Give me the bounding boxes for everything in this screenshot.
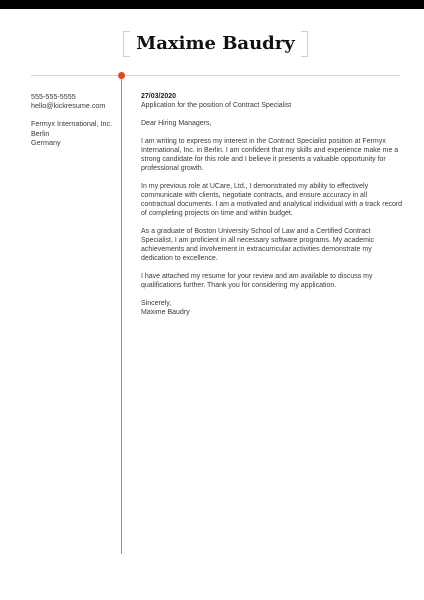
name-header xyxy=(123,31,308,57)
contact-phone: 555-555-5555 xyxy=(31,92,76,101)
letter-paragraph: I am writing to express my interest in the Contract Specialist position at Fermyx International, Inc. in Berlin. I am confident that my skills and experience make me a strong candidate for this role and I believe it presents a valuable opportunity for professional growth. xyxy=(141,138,399,172)
letter-paragraph: I have attached my resume for your review and am available to discuss my qualifications further. Thank you for considering my application. xyxy=(141,273,373,289)
horizontal-divider xyxy=(31,75,400,76)
recipient-city: Berlin xyxy=(31,128,50,138)
accent-dot xyxy=(118,72,125,79)
letter-body xyxy=(141,92,403,317)
letter-signature: Maxime Baudry xyxy=(141,309,190,316)
applicant-name: Maxime Baudry xyxy=(136,33,295,54)
top-bar xyxy=(0,0,424,9)
vertical-accent-line xyxy=(121,76,122,554)
letter-subject: Application for the position of Contract Specialist xyxy=(141,102,292,109)
letter-closing: Sincerely, xyxy=(141,300,172,307)
letter-salutation: Dear Hiring Managers, xyxy=(141,120,212,127)
letter-date: 27/03/2020 xyxy=(141,93,177,100)
contact-email: hello@kickresume.com xyxy=(31,101,106,111)
recipient-country: Germany xyxy=(31,137,61,147)
sidebar xyxy=(31,92,115,147)
recipient-company: Fermyx International, Inc. xyxy=(31,119,113,129)
letter-paragraph: As a graduate of Boston University School of Law and a Certified Contract Specialist, I am proficient in all necessary software programs. My academic achievements and involvement in extracurricular activities demonstrate my dedication to excellence. xyxy=(141,228,375,262)
letter-paragraph: In my previous role at UCare, Ltd., I demonstrated my ability to effectively communicate with clients, negotiate contracts, and ensure accuracy in all contractual documents. I am a motivated and analytical individual with a track record of completing projects on time and within budget. xyxy=(141,183,403,217)
